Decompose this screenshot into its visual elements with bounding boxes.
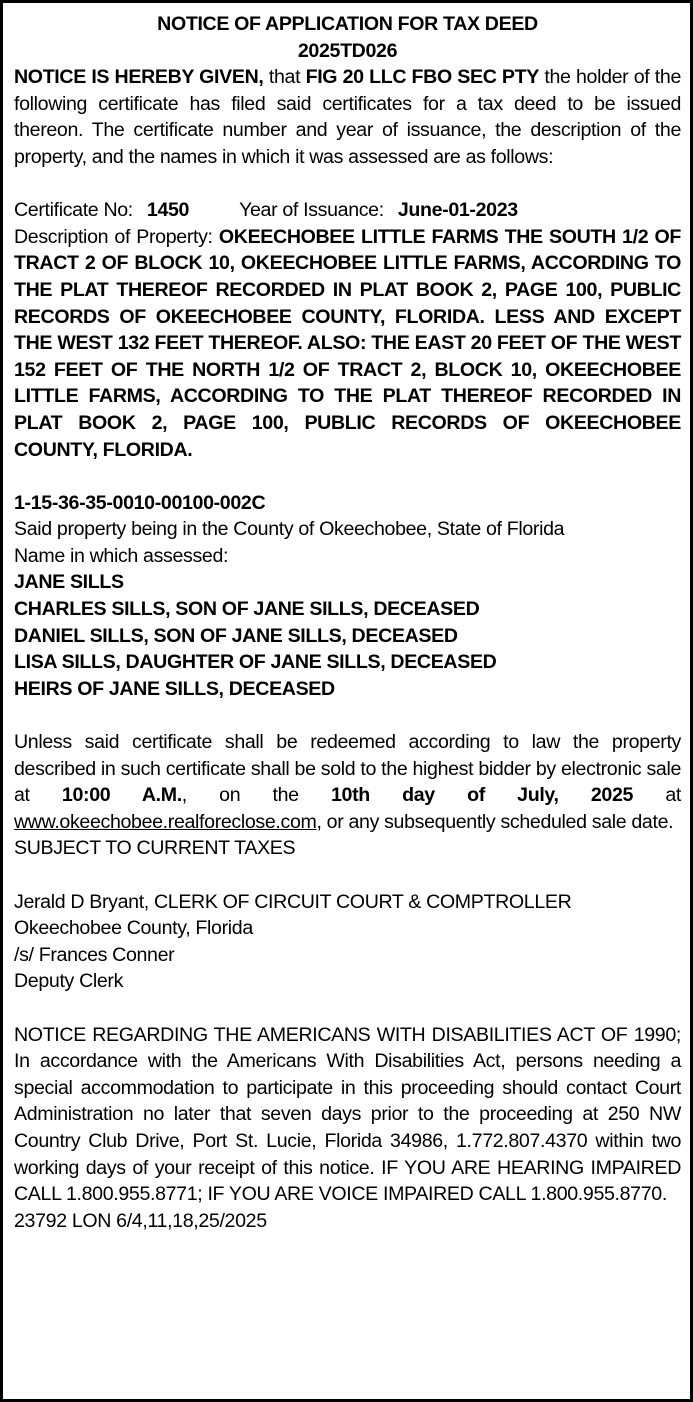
sale-date: 10th day of July, 2025 bbox=[330, 784, 634, 807]
assessed-name: CHARLES SILLS, SON OF JANE SILLS, DECEASED bbox=[14, 598, 480, 621]
spacer bbox=[14, 995, 681, 1022]
certificate-holder: FIG 20 LLC FBO SEC PTY bbox=[305, 66, 539, 89]
parcel-id: 1-15-36-35-0010-00100-002C bbox=[14, 491, 266, 514]
case-number: 2025TD026 bbox=[297, 39, 398, 62]
assessed-name: HEIRS OF JANE SILLS, DECEASED bbox=[14, 677, 335, 700]
certificate-label: Certificate No: bbox=[14, 199, 133, 222]
spacer bbox=[14, 171, 681, 198]
clerk-county: Okeechobee County, Florida bbox=[14, 917, 253, 940]
property-description bbox=[14, 224, 681, 463]
description-text: OKEECHOBEE LITTLE FARMS THE SOUTH 1/2 OF TRACT 2 OF BLOCK 10, OKEECHOBEE LITTLE FARMS, ACCORDING TO THE PLAT THEREOF RECORDED IN PLAT BOOK 2, PAGE 100, PUBLIC RECORDS OF OKEECHOBEE COUNTY, FLORIDA. LESS AND EXCEPT THE WEST 132 FEET THEREOF. ALSO: THE EAST 20 FEET OF THE WEST 152 FEET OF THE NORTH 1/2 OF TRACT 2, BLOCK 10, OKEECHOBEE LITTLE FARMS, ACCORDING TO THE PLAT THEREOF RECORDED IN PLAT BOOK 2, PAGE 100, PUBLIC RECORDS OF OKEECHOBEE COUNTY, FLORIDA. bbox=[14, 225, 681, 461]
county-statement: Said property being in the County of Okeechobee, State of Florida bbox=[14, 518, 565, 541]
sale-website-link[interactable]: www.okeechobee.realforeclose.com bbox=[14, 810, 317, 833]
notice-title: NOTICE OF APPLICATION FOR TAX DEED bbox=[157, 13, 538, 35]
sale-paragraph bbox=[14, 729, 681, 835]
sale-text-1: Unless said certificate shall be redeemed according to law the property described in such certificate shall be sold to the highest bidder by electronic sale at bbox=[14, 731, 681, 807]
spacer bbox=[14, 463, 681, 490]
deputy-title: Deputy Clerk bbox=[14, 970, 124, 993]
intro-paragraph bbox=[14, 64, 681, 170]
intro-rest: the holder of the following certificate has filed said certificates for a tax deed to be issued thereon. The certificate number and year of issuance, the description of the property, and the names in which it was assessed are as follows: bbox=[14, 66, 681, 168]
assessed-names-list bbox=[14, 569, 681, 702]
sale-text-2: , on the bbox=[181, 784, 331, 807]
publication-line: 23792 LON 6/4,11,18,25/2025 bbox=[14, 1209, 267, 1232]
sale-text-4: , or any subsequently scheduled sale date. bbox=[316, 810, 674, 833]
certificate-number: 1450 bbox=[146, 199, 190, 222]
ada-notice: NOTICE REGARDING THE AMERICANS WITH DISABILITIES ACT OF 1990; In accordance with the Americans With Disabilities Act, persons needing a special accommodation to participate in this proceeding should contact Court Administration no later that seven days prior to the proceeding at 250 NW Country Club Drive, Port St. Lucie, Florida 34986, 1.772.807.4370 within two working days of your receipt of this notice. IF YOU ARE HEARING IMPAIRED CALL 1.800.955.8771; IF YOU ARE VOICE IMPAIRED CALL 1.800.955.8770. bbox=[14, 1023, 681, 1206]
sale-time: 10:00 A.M. bbox=[61, 784, 182, 807]
description-label: Description of Property: bbox=[14, 225, 219, 248]
clerk-line: Jerald D Bryant, CLERK OF CIRCUIT COURT & COMPTROLLER bbox=[14, 890, 572, 913]
subject-to-taxes: SUBJECT TO CURRENT TAXES bbox=[14, 837, 296, 860]
year-label: Year of Issuance: bbox=[239, 199, 384, 222]
deputy-signature: /s/ Frances Conner bbox=[14, 943, 175, 966]
spacer bbox=[14, 702, 681, 729]
intro-lead: NOTICE IS HEREBY GIVEN, bbox=[14, 66, 264, 89]
spacer bbox=[14, 862, 681, 889]
certificate-row bbox=[14, 197, 681, 224]
assessed-name: LISA SILLS, DAUGHTER OF JANE SILLS, DECEASED bbox=[14, 651, 497, 674]
sale-text-3: at bbox=[633, 784, 681, 807]
assessed-name: JANE SILLS bbox=[14, 571, 124, 594]
year-of-issuance: June-01-2023 bbox=[397, 199, 518, 222]
assessed-label: Name in which assessed: bbox=[14, 544, 229, 567]
assessed-name: DANIEL SILLS, SON OF JANE SILLS, DECEASED bbox=[14, 624, 458, 647]
intro-that: that bbox=[263, 66, 306, 89]
